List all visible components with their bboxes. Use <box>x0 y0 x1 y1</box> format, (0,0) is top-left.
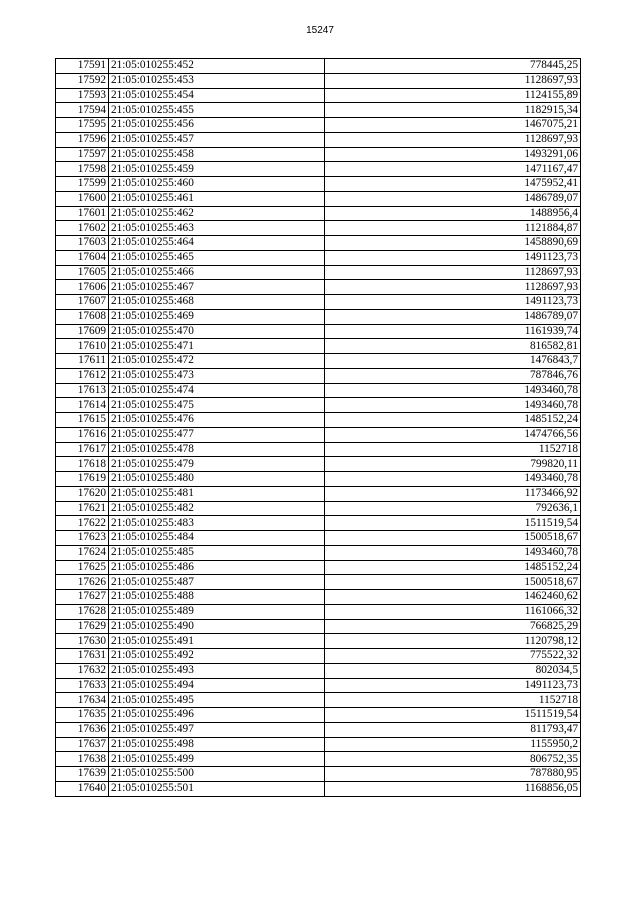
cadastral-value-cell: 1155950,2 <box>325 737 581 752</box>
row-number-cell: 17640 <box>56 781 109 796</box>
cadastral-value-cell: 1173466,92 <box>325 486 581 501</box>
cadastral-value-cell: 775522,32 <box>325 649 581 664</box>
table-row <box>56 619 581 634</box>
cadastral-number-cell: 21:05:010255:461 <box>109 191 325 206</box>
row-number-cell: 17639 <box>56 767 109 782</box>
cadastral-value-table <box>55 58 581 797</box>
cadastral-value-cell: 799820,11 <box>325 457 581 472</box>
row-number-cell: 17615 <box>56 413 109 428</box>
table-row <box>56 767 581 782</box>
cadastral-number-cell: 21:05:010255:456 <box>109 118 325 133</box>
table-row <box>56 191 581 206</box>
cadastral-number-cell: 21:05:010255:487 <box>109 575 325 590</box>
table-row <box>56 634 581 649</box>
cadastral-value-cell: 1161939,74 <box>325 324 581 339</box>
row-number-cell: 17633 <box>56 678 109 693</box>
row-number-cell: 17631 <box>56 649 109 664</box>
table-row <box>56 309 581 324</box>
row-number-cell: 17630 <box>56 634 109 649</box>
cadastral-number-cell: 21:05:010255:498 <box>109 737 325 752</box>
cadastral-number-cell: 21:05:010255:497 <box>109 722 325 737</box>
row-number-cell: 17625 <box>56 560 109 575</box>
cadastral-value-cell: 1458890,69 <box>325 236 581 251</box>
cadastral-value-cell: 1120798,12 <box>325 634 581 649</box>
row-number-cell: 17609 <box>56 324 109 339</box>
table-row <box>56 531 581 546</box>
cadastral-value-cell: 1500518,67 <box>325 531 581 546</box>
cadastral-value-cell: 806752,35 <box>325 752 581 767</box>
cadastral-value-cell: 792636,1 <box>325 501 581 516</box>
cadastral-number-cell: 21:05:010255:495 <box>109 693 325 708</box>
table-row <box>56 177 581 192</box>
row-number-cell: 17601 <box>56 206 109 221</box>
cadastral-value-cell: 811793,47 <box>325 722 581 737</box>
row-number-cell: 17618 <box>56 457 109 472</box>
row-number-cell: 17616 <box>56 427 109 442</box>
table-row <box>56 103 581 118</box>
row-number-cell: 17621 <box>56 501 109 516</box>
cadastral-number-cell: 21:05:010255:481 <box>109 486 325 501</box>
cadastral-number-cell: 21:05:010255:453 <box>109 73 325 88</box>
cadastral-number-cell: 21:05:010255:488 <box>109 590 325 605</box>
table-row <box>56 457 581 472</box>
table-row <box>56 413 581 428</box>
row-number-cell: 17637 <box>56 737 109 752</box>
table-row <box>56 442 581 457</box>
cadastral-number-cell: 21:05:010255:459 <box>109 162 325 177</box>
cadastral-value-cell: 1475952,41 <box>325 177 581 192</box>
table-row <box>56 590 581 605</box>
cadastral-value-cell: 1486789,07 <box>325 309 581 324</box>
cadastral-number-cell: 21:05:010255:492 <box>109 649 325 664</box>
cadastral-number-cell: 21:05:010255:482 <box>109 501 325 516</box>
cadastral-number-cell: 21:05:010255:477 <box>109 427 325 442</box>
cadastral-number-cell: 21:05:010255:468 <box>109 295 325 310</box>
cadastral-value-cell: 1182915,34 <box>325 103 581 118</box>
table-row <box>56 486 581 501</box>
cadastral-value-cell: 1493460,78 <box>325 472 581 487</box>
row-number-cell: 17607 <box>56 295 109 310</box>
table-row <box>56 324 581 339</box>
cadastral-value-cell: 1152718 <box>325 442 581 457</box>
table-row <box>56 265 581 280</box>
row-number-cell: 17638 <box>56 752 109 767</box>
table-row <box>56 398 581 413</box>
table-row <box>56 339 581 354</box>
cadastral-number-cell: 21:05:010255:465 <box>109 250 325 265</box>
table-row <box>56 575 581 590</box>
cadastral-number-cell: 21:05:010255:471 <box>109 339 325 354</box>
cadastral-value-cell: 1128697,93 <box>325 280 581 295</box>
table-row <box>56 162 581 177</box>
cadastral-number-cell: 21:05:010255:496 <box>109 708 325 723</box>
row-number-cell: 17612 <box>56 368 109 383</box>
cadastral-value-cell: 778445,25 <box>325 59 581 74</box>
cadastral-value-cell: 1486789,07 <box>325 191 581 206</box>
row-number-cell: 17635 <box>56 708 109 723</box>
row-number-cell: 17611 <box>56 354 109 369</box>
row-number-cell: 17600 <box>56 191 109 206</box>
cadastral-value-cell: 1467075,21 <box>325 118 581 133</box>
row-number-cell: 17619 <box>56 472 109 487</box>
table-row <box>56 354 581 369</box>
table-row <box>56 368 581 383</box>
cadastral-value-cell: 1128697,93 <box>325 73 581 88</box>
row-number-cell: 17634 <box>56 693 109 708</box>
table-row <box>56 472 581 487</box>
cadastral-value-cell: 1471167,47 <box>325 162 581 177</box>
table-row <box>56 649 581 664</box>
cadastral-number-cell: 21:05:010255:474 <box>109 383 325 398</box>
table-row <box>56 678 581 693</box>
cadastral-value-cell: 1474766,56 <box>325 427 581 442</box>
cadastral-number-cell: 21:05:010255:479 <box>109 457 325 472</box>
table-row <box>56 59 581 74</box>
cadastral-value-cell: 802034,5 <box>325 663 581 678</box>
row-number-cell: 17596 <box>56 132 109 147</box>
row-number-cell: 17624 <box>56 545 109 560</box>
row-number-cell: 17605 <box>56 265 109 280</box>
cadastral-value-cell: 1491123,73 <box>325 678 581 693</box>
cadastral-number-cell: 21:05:010255:467 <box>109 280 325 295</box>
cadastral-value-cell: 1485152,24 <box>325 560 581 575</box>
cadastral-number-cell: 21:05:010255:486 <box>109 560 325 575</box>
row-number-cell: 17592 <box>56 73 109 88</box>
cadastral-number-cell: 21:05:010255:464 <box>109 236 325 251</box>
cadastral-number-cell: 21:05:010255:472 <box>109 354 325 369</box>
cadastral-value-cell: 816582,81 <box>325 339 581 354</box>
table-row <box>56 118 581 133</box>
cadastral-number-cell: 21:05:010255:473 <box>109 368 325 383</box>
cadastral-number-cell: 21:05:010255:491 <box>109 634 325 649</box>
row-number-cell: 17622 <box>56 516 109 531</box>
table-row <box>56 516 581 531</box>
table-row <box>56 708 581 723</box>
cadastral-value-cell: 766825,29 <box>325 619 581 634</box>
cadastral-value-cell: 1476843,7 <box>325 354 581 369</box>
cadastral-number-cell: 21:05:010255:457 <box>109 132 325 147</box>
row-number-cell: 17617 <box>56 442 109 457</box>
cadastral-number-cell: 21:05:010255:458 <box>109 147 325 162</box>
cadastral-number-cell: 21:05:010255:462 <box>109 206 325 221</box>
row-number-cell: 17604 <box>56 250 109 265</box>
row-number-cell: 17620 <box>56 486 109 501</box>
row-number-cell: 17594 <box>56 103 109 118</box>
cadastral-value-cell: 1161066,32 <box>325 604 581 619</box>
cadastral-number-cell: 21:05:010255:500 <box>109 767 325 782</box>
row-number-cell: 17598 <box>56 162 109 177</box>
table-row <box>56 280 581 295</box>
table-row <box>56 295 581 310</box>
row-number-cell: 17595 <box>56 118 109 133</box>
cadastral-number-cell: 21:05:010255:455 <box>109 103 325 118</box>
cadastral-value-cell: 1128697,93 <box>325 265 581 280</box>
cadastral-number-cell: 21:05:010255:452 <box>109 59 325 74</box>
row-number-cell: 17599 <box>56 177 109 192</box>
row-number-cell: 17597 <box>56 147 109 162</box>
cadastral-value-cell: 787846,76 <box>325 368 581 383</box>
row-number-cell: 17623 <box>56 531 109 546</box>
table-row <box>56 73 581 88</box>
table-row <box>56 545 581 560</box>
cadastral-value-cell: 1124155,89 <box>325 88 581 103</box>
table-row <box>56 383 581 398</box>
cadastral-number-cell: 21:05:010255:475 <box>109 398 325 413</box>
table-row <box>56 781 581 796</box>
cadastral-value-cell: 1121884,87 <box>325 221 581 236</box>
row-number-cell: 17608 <box>56 309 109 324</box>
cadastral-value-cell: 1493460,78 <box>325 545 581 560</box>
table-row <box>56 427 581 442</box>
cadastral-number-cell: 21:05:010255:463 <box>109 221 325 236</box>
row-number-cell: 17603 <box>56 236 109 251</box>
row-number-cell: 17602 <box>56 221 109 236</box>
table-row <box>56 693 581 708</box>
table-row <box>56 560 581 575</box>
cadastral-number-cell: 21:05:010255:483 <box>109 516 325 531</box>
cadastral-value-cell: 1511519,54 <box>325 516 581 531</box>
cadastral-number-cell: 21:05:010255:489 <box>109 604 325 619</box>
row-number-cell: 17628 <box>56 604 109 619</box>
table-row <box>56 236 581 251</box>
cadastral-number-cell: 21:05:010255:466 <box>109 265 325 280</box>
table-row <box>56 663 581 678</box>
cadastral-number-cell: 21:05:010255:499 <box>109 752 325 767</box>
row-number-cell: 17593 <box>56 88 109 103</box>
cadastral-number-cell: 21:05:010255:493 <box>109 663 325 678</box>
table-row <box>56 132 581 147</box>
cadastral-number-cell: 21:05:010255:454 <box>109 88 325 103</box>
table-row <box>56 737 581 752</box>
cadastral-number-cell: 21:05:010255:484 <box>109 531 325 546</box>
row-number-cell: 17613 <box>56 383 109 398</box>
table-row <box>56 221 581 236</box>
row-number-cell: 17636 <box>56 722 109 737</box>
page-number: 15247 <box>306 25 334 36</box>
row-number-cell: 17629 <box>56 619 109 634</box>
row-number-cell: 17610 <box>56 339 109 354</box>
cadastral-number-cell: 21:05:010255:469 <box>109 309 325 324</box>
cadastral-number-cell: 21:05:010255:485 <box>109 545 325 560</box>
cadastral-number-cell: 21:05:010255:501 <box>109 781 325 796</box>
row-number-cell: 17591 <box>56 59 109 74</box>
row-number-cell: 17632 <box>56 663 109 678</box>
cadastral-value-cell: 1493460,78 <box>325 398 581 413</box>
cadastral-value-cell: 1488956,4 <box>325 206 581 221</box>
cadastral-number-cell: 21:05:010255:478 <box>109 442 325 457</box>
cadastral-value-cell: 1491123,73 <box>325 295 581 310</box>
table-row <box>56 88 581 103</box>
cadastral-number-cell: 21:05:010255:476 <box>109 413 325 428</box>
cadastral-value-cell: 1128697,93 <box>325 132 581 147</box>
cadastral-number-cell: 21:05:010255:494 <box>109 678 325 693</box>
cadastral-value-cell: 1500518,67 <box>325 575 581 590</box>
cadastral-value-cell: 1511519,54 <box>325 708 581 723</box>
row-number-cell: 17626 <box>56 575 109 590</box>
row-number-cell: 17627 <box>56 590 109 605</box>
row-number-cell: 17614 <box>56 398 109 413</box>
table-row <box>56 147 581 162</box>
cadastral-number-cell: 21:05:010255:490 <box>109 619 325 634</box>
table-row <box>56 604 581 619</box>
cadastral-value-cell: 787880,95 <box>325 767 581 782</box>
table-row <box>56 722 581 737</box>
cadastral-number-cell: 21:05:010255:460 <box>109 177 325 192</box>
cadastral-value-cell: 1493291,06 <box>325 147 581 162</box>
cadastral-value-cell: 1152718 <box>325 693 581 708</box>
cadastral-number-cell: 21:05:010255:470 <box>109 324 325 339</box>
table-row <box>56 752 581 767</box>
row-number-cell: 17606 <box>56 280 109 295</box>
cadastral-number-cell: 21:05:010255:480 <box>109 472 325 487</box>
cadastral-value-cell: 1493460,78 <box>325 383 581 398</box>
table-body <box>56 59 581 797</box>
table-row <box>56 206 581 221</box>
table-row <box>56 501 581 516</box>
table-row <box>56 250 581 265</box>
cadastral-value-cell: 1485152,24 <box>325 413 581 428</box>
cadastral-value-cell: 1462460,62 <box>325 590 581 605</box>
cadastral-value-cell: 1168856,05 <box>325 781 581 796</box>
cadastral-value-cell: 1491123,73 <box>325 250 581 265</box>
